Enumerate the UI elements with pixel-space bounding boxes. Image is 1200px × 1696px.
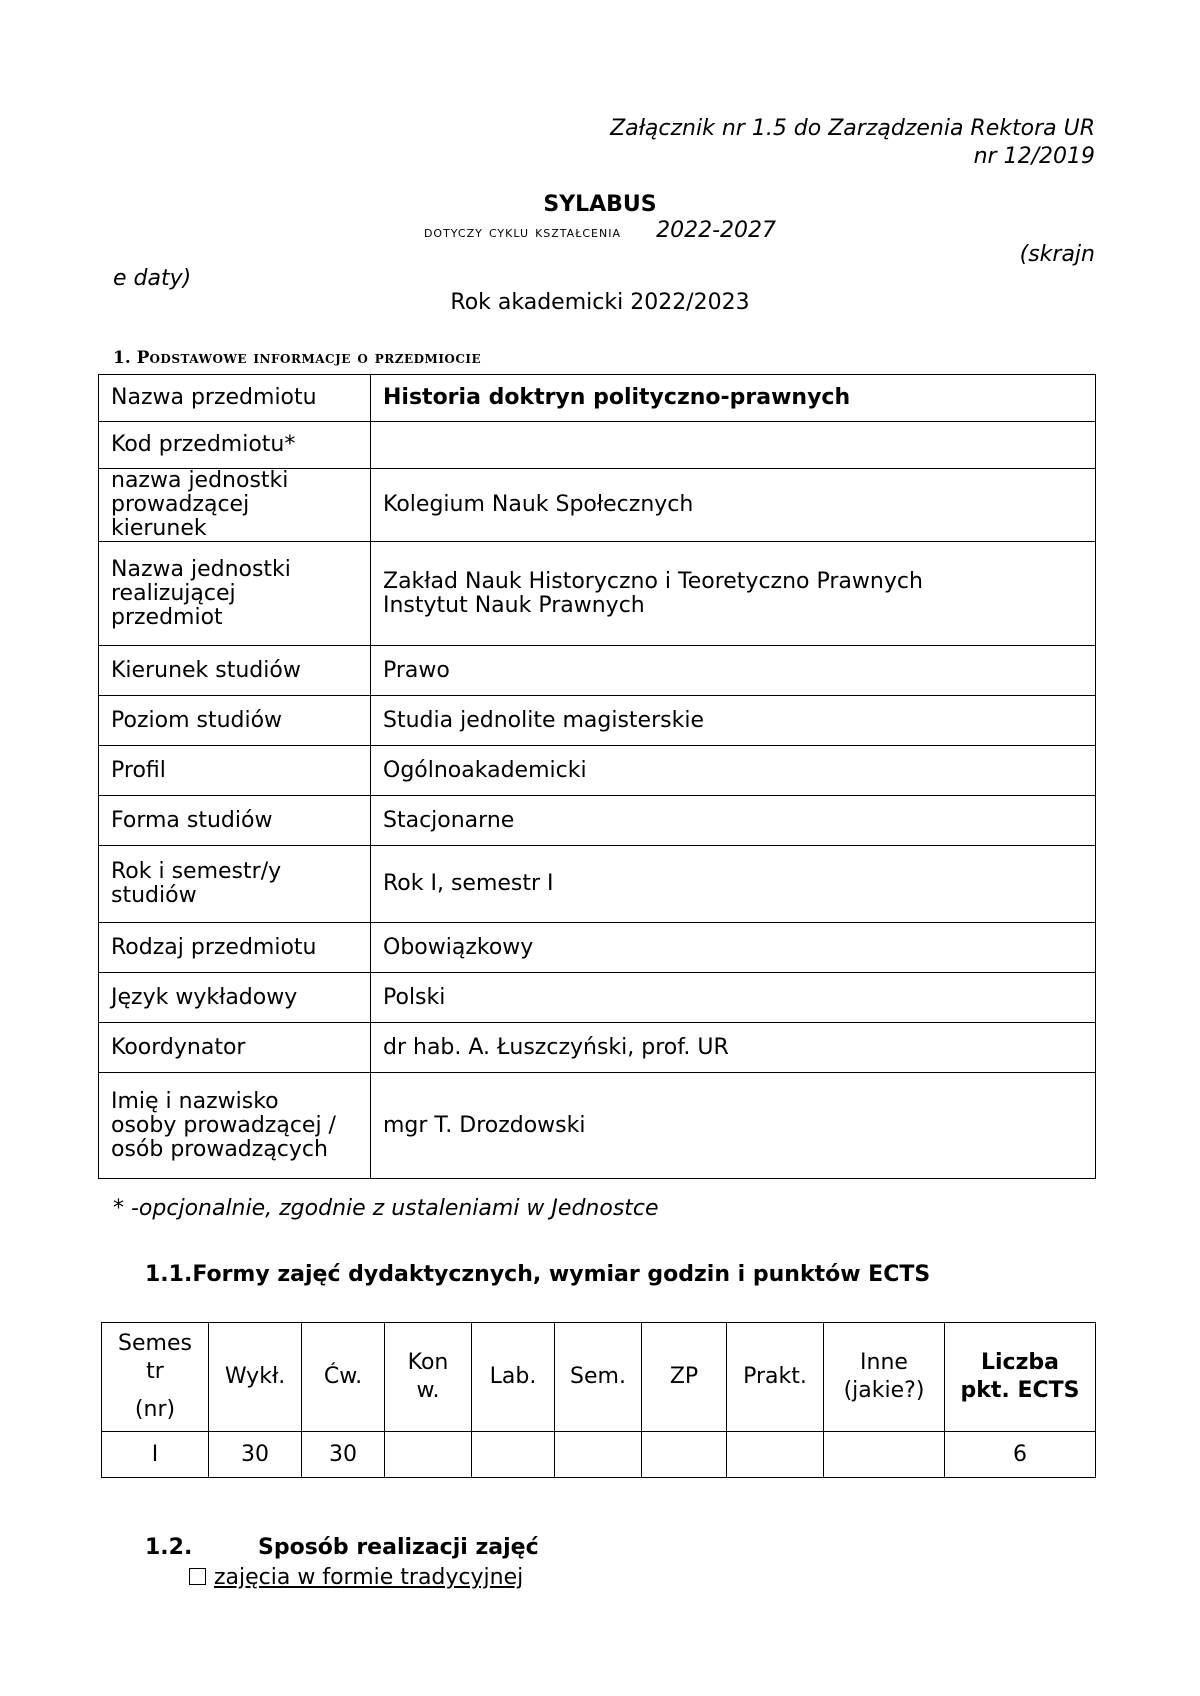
header-exercises: Ćw.	[302, 1323, 385, 1432]
header-seminar: Sem.	[555, 1323, 642, 1432]
row-value-line: Instytut Nauk Prawnych	[383, 592, 645, 618]
row-value: Obowiązkowy	[371, 923, 1096, 973]
table-row	[99, 746, 1096, 796]
header-semester	[102, 1323, 209, 1432]
row-value: Polski	[371, 973, 1096, 1023]
table-row	[99, 375, 1096, 422]
table-row	[99, 923, 1096, 973]
section-1-2-number: 1.2.	[145, 1535, 193, 1560]
row-label: Kod przedmiotu*	[99, 422, 371, 469]
cycle-line	[0, 218, 1200, 243]
cycle-label: dotyczy cyklu kształcenia	[423, 222, 622, 241]
header-lectures: Wykł.	[209, 1323, 302, 1432]
cell-lab	[472, 1432, 555, 1478]
row-value	[371, 422, 1096, 469]
table-row	[99, 846, 1096, 923]
header-other-line: Inne	[860, 1350, 908, 1375]
basic-info-table	[98, 374, 1096, 1179]
section-1-number: 1. P	[113, 348, 150, 368]
date-range-note-part1: (skrajn	[1019, 242, 1095, 267]
row-value: Stacjonarne	[371, 796, 1096, 846]
document-title: SYLABUS	[543, 192, 657, 217]
table-row	[99, 646, 1096, 696]
cell-conversatorium	[385, 1432, 472, 1478]
ects-header-row	[102, 1323, 1096, 1432]
row-label-line: studiów	[111, 883, 197, 908]
row-label	[99, 1073, 371, 1179]
row-label-line: osób prowadzących	[111, 1136, 328, 1162]
header-ects-line: pkt. ECTS	[960, 1378, 1080, 1403]
annex-line-1: Załącznik nr 1.5 do Zarządzenia Rektora UR	[610, 116, 1095, 141]
optional-footnote: * -opcjonalnie, zgodnie z ustaleniami w Jednostce	[113, 1196, 659, 1221]
row-label-line: nazwa jednostki	[111, 468, 289, 493]
header-conversatorium	[385, 1323, 472, 1432]
cycle-years: 2022-2027	[656, 218, 777, 243]
annex-note	[610, 115, 1095, 171]
row-value: dr hab. A. Łuszczyński, prof. UR	[371, 1023, 1096, 1073]
header-zp: ZP	[642, 1323, 727, 1432]
section-1-heading	[113, 348, 481, 368]
header-lab: Lab.	[472, 1323, 555, 1432]
table-row	[99, 542, 1096, 646]
section-1-title: odstawowe informacje o przedmiocie	[149, 348, 482, 368]
section-1-2-heading	[145, 1535, 539, 1560]
table-row	[99, 422, 1096, 469]
row-value-line: Zakład Nauk Historyczno i Teoretyczno Prawnych	[383, 568, 923, 594]
section-1-2-title: Sposób realizacji zajęć	[258, 1535, 539, 1560]
annex-line-2: nr 12/2019	[973, 144, 1095, 169]
header-ects	[945, 1323, 1096, 1432]
option-label: zajęcia w formie tradycyjnej	[214, 1565, 524, 1590]
row-label	[99, 542, 371, 646]
row-label: Profil	[99, 746, 371, 796]
row-value	[371, 542, 1096, 646]
row-label-line: realizującej	[111, 580, 236, 606]
row-label-line: Imię i nazwisko	[111, 1088, 279, 1114]
header-other	[824, 1323, 945, 1432]
row-label	[99, 846, 371, 923]
cell-other	[824, 1432, 945, 1478]
table-row	[99, 1023, 1096, 1073]
row-label: Nazwa przedmiotu	[99, 375, 371, 422]
header-semester-line: tr	[146, 1359, 164, 1384]
header-practice: Prakt.	[727, 1323, 824, 1432]
section-1-1-heading: 1.1.Formy zajęć dydaktycznych, wymiar godzin i punktów ECTS	[145, 1262, 931, 1287]
header-semester-line: Semes	[118, 1331, 192, 1356]
row-value: Prawo	[371, 646, 1096, 696]
row-label-line: prowadzącej	[111, 492, 250, 517]
row-value: Kolegium Nauk Społecznych	[371, 469, 1096, 542]
cell-exercises: 30	[302, 1432, 385, 1478]
row-value: Rok I, semestr I	[371, 846, 1096, 923]
table-row	[99, 973, 1096, 1023]
row-label: Koordynator	[99, 1023, 371, 1073]
ects-table	[101, 1322, 1096, 1478]
row-label: Forma studiów	[99, 796, 371, 846]
header-kon-line: Kon	[407, 1350, 449, 1375]
row-label-line: Nazwa jednostki	[111, 556, 291, 582]
header-semester-line: (nr)	[134, 1397, 176, 1422]
table-row	[99, 696, 1096, 746]
cell-ects: 6	[945, 1432, 1096, 1478]
cell-practice	[727, 1432, 824, 1478]
row-label-line: osoby prowadzącej /	[111, 1112, 336, 1138]
academic-year: Rok akademicki 2022/2023	[450, 290, 750, 315]
row-value: mgr T. Drozdowski	[371, 1073, 1096, 1179]
date-range-note-part2: e daty)	[113, 266, 192, 291]
row-label: Rodzaj przedmiotu	[99, 923, 371, 973]
header-kon-line: w.	[416, 1378, 440, 1403]
cell-zp	[642, 1432, 727, 1478]
row-label	[99, 469, 371, 542]
table-row	[99, 1073, 1096, 1179]
row-label: Poziom studiów	[99, 696, 371, 746]
row-value: Studia jednolite magisterskie	[371, 696, 1096, 746]
header-other-line: (jakie?)	[843, 1378, 925, 1403]
row-label-line: przedmiot	[111, 604, 223, 630]
row-value: Historia doktryn polityczno-prawnych	[371, 375, 1096, 422]
cell-lectures: 30	[209, 1432, 302, 1478]
row-value: Ogólnoakademicki	[371, 746, 1096, 796]
row-label-line: kierunek	[111, 516, 207, 541]
cell-seminar	[555, 1432, 642, 1478]
table-row	[102, 1432, 1096, 1478]
row-label-line: Rok i semestr/y	[111, 859, 282, 884]
header-ects-line: Liczba	[981, 1350, 1059, 1375]
table-row	[99, 469, 1096, 542]
cell-semester: I	[102, 1432, 209, 1478]
checkbox-icon[interactable]	[189, 1568, 206, 1585]
table-row	[99, 796, 1096, 846]
delivery-option-traditional[interactable]	[189, 1565, 523, 1590]
row-label: Kierunek studiów	[99, 646, 371, 696]
row-label: Język wykładowy	[99, 973, 371, 1023]
